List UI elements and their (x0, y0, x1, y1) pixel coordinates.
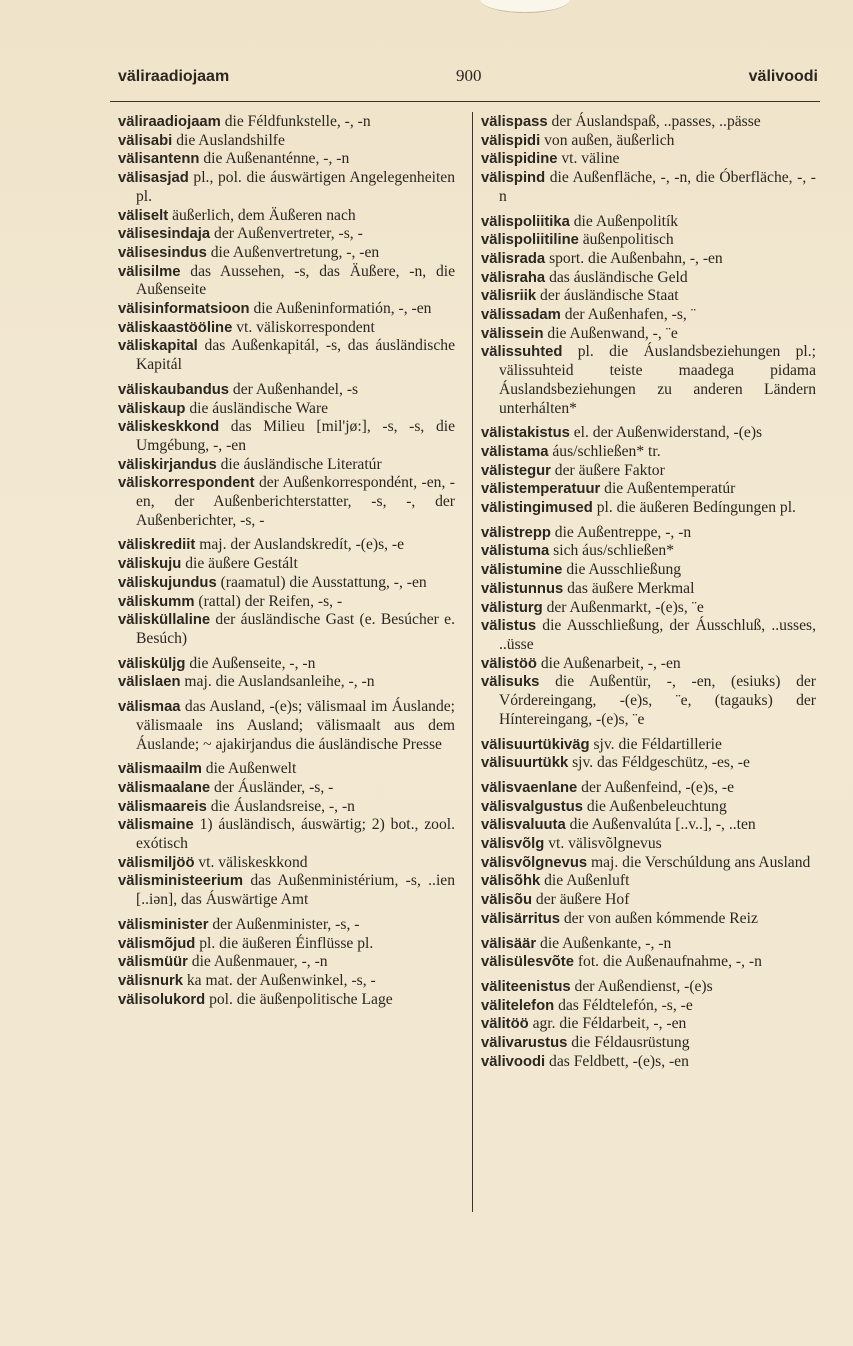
entry-headword: välistegur (481, 462, 551, 479)
dictionary-entry (481, 1053, 816, 1072)
entry-definition: äußenpolitisch (578, 231, 674, 249)
entry-definition: das äußere Merkmal (563, 579, 695, 597)
dictionary-entry (118, 972, 455, 991)
entry-headword: välistunnus (481, 580, 564, 597)
dictionary-entry (481, 169, 816, 206)
left-column (118, 113, 455, 1009)
entry-definition: der Áuslandspaß, ..passes, ..pässe (547, 113, 761, 130)
dictionary-entry (118, 418, 455, 455)
dictionary-entry (118, 953, 455, 972)
entry-headword: välisnurk (118, 972, 183, 989)
entry-definition: die áusländische Ware (185, 399, 329, 417)
entry-headword: välisolukord (118, 991, 206, 1008)
entry-headword: välisantenn (118, 151, 200, 168)
dictionary-entry (481, 480, 816, 499)
entry-headword: välissein (481, 325, 544, 342)
entry-headword: välistumine (481, 562, 563, 579)
entry-headword: välisküllaline (118, 612, 211, 629)
entry-headword: välissadam (481, 307, 561, 324)
entry-definition: der äußere Faktor (550, 461, 665, 479)
dictionary-entry (118, 574, 455, 593)
entry-definition: pl. die Áuslandsbeziehungen pl.; välissuhteid teiste maadega pidama Áuslandsbeziehungen zu anderen Ländern unterhálten* (499, 343, 816, 417)
entry-headword: välissuhted (481, 344, 563, 361)
entry-headword: väliselt (118, 207, 169, 224)
entry-headword: välisärritus (481, 910, 560, 927)
entry-definition: die Außenwand, -, ¨e (543, 324, 678, 342)
entry-headword: väliskaastööline (118, 319, 233, 336)
entry-headword: välismüür (118, 954, 188, 971)
entry-definition: die Außentemperatúr (600, 480, 736, 498)
entry-definition: pl. die äußeren Éinflüsse pl. (195, 934, 374, 952)
entry-definition: der von außen kómmende Reiz (559, 909, 758, 927)
entry-headword: välisuurtükiväg (481, 736, 590, 753)
dictionary-entry (481, 561, 816, 580)
dictionary-entry (481, 343, 816, 418)
header-right-word: välivoodi (748, 68, 818, 85)
dictionary-entry (118, 474, 455, 530)
entry-headword: välisäär (481, 935, 537, 952)
entry-definition: die Ausschließung, der Áusschluß, ..usses, ..üsse (499, 617, 816, 653)
dictionary-entry (481, 978, 816, 997)
entry-headword: välisõu (481, 892, 532, 909)
entry-headword: väliskaubandus (118, 381, 230, 398)
entry-headword: välisvaluuta (481, 817, 566, 834)
dictionary-entry (481, 779, 816, 798)
dictionary-entry (481, 499, 816, 518)
dictionary-entry (118, 611, 455, 648)
entry-definition: vt. välisvõlgnevus (544, 835, 662, 853)
entry-definition: das Aussehen, -s, das Äußere, -n, die Außenseite (136, 262, 455, 299)
entry-headword: väliskuju (118, 556, 182, 573)
entry-definition: (rattal) der Reifen, -s, - (194, 592, 343, 610)
entry-definition: die Féldausrüstung (567, 1034, 690, 1052)
entry-headword: välisrada (481, 250, 546, 267)
dictionary-entry (118, 337, 455, 374)
dictionary-entry (118, 698, 455, 754)
entry-headword: välisasjad (118, 170, 189, 187)
entry-headword: välislaen (118, 674, 181, 691)
entry-headword: välistingimused (481, 500, 593, 517)
dictionary-entry (118, 593, 455, 612)
dictionary-entry (118, 132, 455, 151)
entry-headword: välistrepp (481, 524, 551, 541)
entry-definition: fot. die Außenaufnahme, -, -n (573, 953, 762, 971)
entry-definition: die Außenpolitík (569, 212, 679, 230)
entry-definition: die Außenanténne, -, -n (199, 150, 350, 168)
entry-definition: die Außenfläche, -, -n, die Óberfläche, -, -n (499, 169, 816, 205)
entry-headword: välisuks (481, 674, 540, 691)
entry-headword: välispidi (481, 132, 541, 149)
dictionary-entry (481, 599, 816, 618)
entry-definition: das Feldbett, -(e)s, -en (545, 1052, 689, 1070)
entry-definition: 1) áusländisch, áuswärtig; 2) bot., zool. exótisch (136, 816, 455, 853)
dictionary-entry (481, 250, 816, 269)
entry-definition: die Außeninformatión, -, -en (249, 300, 432, 318)
page-notch (480, 0, 570, 13)
dictionary-entry (481, 953, 816, 972)
entry-headword: välismaa (118, 699, 181, 716)
entry-definition: pol. die äußenpolitische Lage (205, 990, 393, 1008)
entry-definition: die Außenkante, -, -n (536, 934, 672, 952)
dictionary-entry (118, 300, 455, 319)
dictionary-entry (481, 617, 816, 654)
dictionary-entry (118, 673, 455, 692)
entry-headword: välivoodi (481, 1053, 546, 1070)
dictionary-entry (118, 760, 455, 779)
entry-definition: die Ausschließung (562, 561, 682, 579)
dictionary-entry (481, 1034, 816, 1053)
entry-definition: das Ausland, -(e)s; välismaal im Áuslande; välismaale ins Ausland; välismaalt aus dem Áuslande; ~ ajakirjandus die áusländische Presse (136, 698, 455, 753)
dictionary-entry (481, 150, 816, 169)
entry-definition: der Außenhafen, -s, ¨ (560, 306, 696, 324)
entry-definition: maj. die Auslandsanleihe, -, -n (180, 673, 375, 691)
entry-headword: välisturg (481, 599, 543, 616)
dictionary-entry (481, 816, 816, 835)
entry-definition: die Außenluft (540, 872, 630, 890)
dictionary-entry (481, 655, 816, 674)
entry-headword: väliskumm (118, 593, 195, 610)
entry-headword: välisõhk (481, 873, 541, 890)
dictionary-entry (118, 381, 455, 400)
entry-definition: die Außenmauer, -, -n (187, 953, 328, 971)
entry-headword: välispoliitiline (481, 232, 579, 249)
entry-definition: vt. väliskorrespondent (232, 318, 375, 336)
dictionary-entry (481, 287, 816, 306)
dictionary-entry (481, 462, 816, 481)
entry-definition: sjv. die Féldartillerie (589, 735, 722, 753)
dictionary-entry (118, 169, 455, 206)
dictionary-entry (481, 854, 816, 873)
entry-definition: die Außentür, -, -en, (esiuks) der Vórdereingang, -(e)s, ¨e, (tagauks) der Híntereingang, -(e)s, ¨e (499, 673, 816, 728)
entry-headword: välisesindus (118, 244, 207, 261)
entry-headword: välistemperatuur (481, 481, 601, 498)
dictionary-entry (118, 555, 455, 574)
entry-definition: maj. die Verschúldung ans Ausland (587, 853, 811, 871)
entry-definition: die Außenarbeit, -, -en (536, 654, 681, 672)
entry-headword: väliskujundus (118, 574, 217, 591)
dictionary-entry (481, 113, 816, 132)
entry-definition: das áusländische Geld (545, 268, 688, 286)
entry-definition: die áusländische Literatúr (216, 455, 382, 473)
dictionary-entry (481, 872, 816, 891)
dictionary-entry (118, 456, 455, 475)
dictionary-entry (118, 150, 455, 169)
entry-headword: välispind (481, 170, 546, 187)
entry-headword: välitelefon (481, 997, 555, 1014)
entry-definition: sjv. das Féldgeschütz, -es, -e (568, 754, 750, 772)
dictionary-entry (481, 231, 816, 250)
dictionary-entry (481, 580, 816, 599)
dictionary-entry (481, 1015, 816, 1034)
entry-definition: sich áus/schließen* (549, 542, 674, 560)
entry-definition: die äußere Gestált (181, 555, 298, 573)
entry-headword: välisvõlg (481, 836, 545, 853)
column-divider (472, 112, 473, 1212)
entry-headword: välisküljg (118, 655, 186, 672)
dictionary-entry (481, 524, 816, 543)
dictionary-entry (481, 443, 816, 462)
dictionary-entry (481, 424, 816, 443)
entry-definition: (raamatul) die Ausstattung, -, -en (216, 573, 427, 591)
entry-headword: välisriik (481, 288, 537, 305)
entry-headword: välisuurtükk (481, 755, 569, 772)
dictionary-entry (481, 910, 816, 929)
entry-definition: vt. väliskeskkond (194, 853, 308, 871)
entry-headword: väliskeskkond (118, 419, 220, 436)
entry-headword: väliskapital (118, 338, 198, 355)
entry-definition: maj. der Auslandskredít, -(e)s, -e (195, 536, 405, 554)
entry-headword: välismaalane (118, 779, 211, 796)
entry-definition: el. der Außenwiderstand, -(e)s (569, 424, 763, 442)
page-number: 900 (456, 66, 482, 85)
dictionary-entry (481, 325, 816, 344)
entry-definition: pl., pol. die áuswärtigen Angelegenheiten pl. (136, 169, 455, 205)
header-rule (110, 101, 820, 102)
entry-definition: die Außenseite, -, -n (185, 654, 316, 672)
entry-definition: der áusländische Staat (536, 287, 679, 305)
entry-headword: välisministeerium (118, 873, 244, 890)
dictionary-entry (118, 536, 455, 555)
entry-definition: das Außenkapitál, -s, das áusländische Kapitál (136, 337, 455, 374)
entry-definition: der áusländische Gast (e. Besúcher e. Besúch) (136, 611, 455, 647)
entry-definition: das Féldtelefón, -s, -e (554, 996, 693, 1014)
dictionary-entry (118, 916, 455, 935)
entry-headword: välisvalgustus (481, 798, 583, 815)
entry-definition: von außen, äußerlich (540, 131, 675, 149)
entry-headword: väliskrediit (118, 537, 196, 554)
dictionary-entry (118, 113, 455, 132)
entry-headword: välitöö (481, 1016, 529, 1033)
dictionary-entry (118, 935, 455, 954)
entry-headword: välismaailm (118, 761, 202, 778)
entry-headword: välistakistus (481, 425, 570, 442)
entry-headword: väliteenistus (481, 978, 571, 995)
entry-definition: das Milieu [mil'jø:], -s, -s, die Umgébung, -, -en (136, 418, 455, 454)
entry-definition: agr. die Féldarbeit, -, -en (528, 1015, 687, 1033)
entry-definition: vt. väline (557, 150, 620, 168)
entry-definition: die Außenwelt (201, 760, 297, 778)
dictionary-entry (118, 225, 455, 244)
dictionary-entry (481, 754, 816, 773)
entry-definition: der Außenminister, -s, - (208, 915, 360, 933)
dictionary-entry (481, 835, 816, 854)
entry-headword: välistuma (481, 543, 550, 560)
entry-definition: sport. die Außenbahn, -, -en (545, 249, 723, 267)
dictionary-entry (118, 798, 455, 817)
dictionary-entry (481, 306, 816, 325)
entry-definition: das Außenministérium, -s, ..ien [..iən], das Áuswärtige Amt (136, 872, 455, 909)
dictionary-entry (118, 872, 455, 909)
entry-definition: ka mat. der Außenwinkel, -s, - (182, 971, 376, 989)
right-column (481, 113, 816, 1071)
dictionary-entry (481, 269, 816, 288)
entry-definition: die Außenbeleuchtung (582, 797, 727, 815)
entry-headword: välisilme (118, 263, 181, 280)
entry-headword: välisülesvõte (481, 954, 574, 971)
entry-headword: välispoliitika (481, 213, 570, 230)
entry-definition: äußerlich, dem Äußeren nach (168, 206, 356, 224)
entry-definition: die Féldfunkstelle, -, -n (220, 113, 371, 130)
dictionary-entry (118, 816, 455, 853)
dictionary-entry (118, 779, 455, 798)
entry-headword: välistöö (481, 655, 537, 672)
dictionary-entry (118, 207, 455, 226)
entry-definition: áus/schließen* tr. (548, 442, 661, 460)
dictionary-entry (481, 213, 816, 232)
entry-definition: pl. die äußeren Bedíngungen pl. (592, 499, 796, 517)
entry-definition: der Außenfeind, -(e)s, -e (577, 778, 734, 796)
entry-definition: die Auslandshilfe (172, 131, 285, 149)
header-left-word: väliraadiojaam (118, 68, 230, 85)
entry-headword: välismiljöö (118, 854, 195, 871)
dictionary-entry (481, 997, 816, 1016)
entry-definition: der Außendienst, -(e)s (570, 977, 713, 995)
entry-definition: der Áusländer, -s, - (210, 778, 334, 796)
entry-headword: välisinformatsioon (118, 301, 250, 318)
entry-headword: välistama (481, 443, 549, 460)
entry-definition: die Außenvertretung, -, -en (206, 243, 380, 261)
entry-headword: väliraadiojaam (118, 114, 221, 130)
entry-headword: väliskaup (118, 400, 186, 417)
entry-headword: välistus (481, 618, 537, 635)
entry-definition: die Áuslandsreise, -, -n (206, 797, 355, 815)
page-header (118, 68, 818, 94)
dictionary-entry (118, 319, 455, 338)
dictionary-entry (481, 132, 816, 151)
dictionary-entry (481, 736, 816, 755)
entry-headword: välismaine (118, 817, 194, 834)
dictionary-entry (118, 854, 455, 873)
dictionary-entry (481, 673, 816, 729)
entry-definition: der Außenkorrespondént, -en, -en, der Außenberichterstatter, -s, -, der Außenberichter, -s, - (136, 474, 455, 529)
entry-headword: välismaareis (118, 798, 207, 815)
entry-headword: välisesindaja (118, 226, 211, 243)
entry-definition: der Außenhandel, -s (229, 380, 359, 398)
entry-headword: välisvõlgnevus (481, 854, 588, 871)
entry-definition: der Außenmarkt, -(e)s, ¨e (542, 598, 704, 616)
entry-definition: der äußere Hof (532, 891, 630, 909)
entry-headword: välisraha (481, 269, 546, 286)
dictionary-entry (118, 655, 455, 674)
dictionary-entry (118, 400, 455, 419)
entry-headword: väliskorrespondent (118, 475, 255, 492)
entry-headword: välivarustus (481, 1035, 568, 1052)
entry-headword: välisminister (118, 916, 209, 933)
entry-headword: välispass (481, 114, 548, 130)
entry-headword: välismõjud (118, 935, 196, 952)
entry-headword: välisabi (118, 132, 173, 149)
entry-headword: välispidine (481, 151, 558, 168)
dictionary-entry (118, 263, 455, 300)
dictionary-entry (481, 798, 816, 817)
entry-definition: die Außenvalúta [..v..], -, ..ten (565, 816, 756, 834)
dictionary-entry (481, 542, 816, 561)
dictionary-entry (118, 244, 455, 263)
dictionary-entry (481, 891, 816, 910)
entry-headword: välisvaenlane (481, 779, 578, 796)
dictionary-entry (118, 991, 455, 1010)
entry-definition: die Außentreppe, -, -n (550, 523, 692, 541)
dictionary-entry (481, 935, 816, 954)
entry-definition: der Außenvertreter, -s, - (210, 225, 363, 243)
entry-headword: väliskirjandus (118, 456, 217, 473)
